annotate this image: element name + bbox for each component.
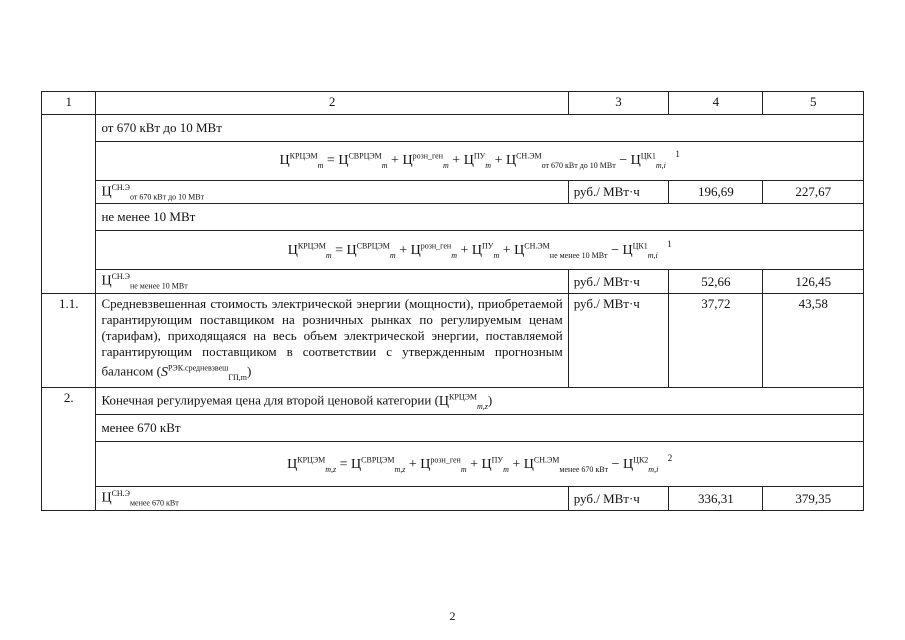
item-description: Средневзвешенная стоимость электрической энергии (мощности), приобретаемой гарантирующим поставщиком на розничных рынках по регулируемым ценам (тарифам), приходящаяся на весь объем электрической энергии, поставляемой гарантирующим поставщиком в соответствии с утвержденным прогнозным балансом $(S^{РЭК.средневзвеш}_{ГП,m})$: [96, 293, 568, 387]
header-col-2: 2: [96, 92, 568, 115]
tariff-symbol: $Ц^{СН.Э}_{не менее 10 МВт}$: [96, 270, 568, 293]
value-col-5: 126,45: [763, 270, 864, 293]
unit-cell: руб./ МВт·ч: [568, 293, 669, 387]
value-col-4: 52,66: [669, 270, 763, 293]
formula-footnote-mark: 1: [667, 238, 672, 249]
table-row: [42, 181, 864, 204]
table-row: [42, 115, 864, 142]
unit-cell: руб./ МВт·ч: [568, 181, 669, 204]
formula-footnote-mark: 1: [675, 149, 680, 160]
header-col-1: 1: [42, 92, 96, 115]
header-row: [42, 92, 864, 115]
table-row: [42, 293, 864, 387]
table-row: [42, 142, 864, 181]
table-row: [42, 442, 864, 487]
header-col-4: 4: [669, 92, 763, 115]
range-label: не менее 10 МВт: [96, 204, 864, 231]
table-row: [42, 270, 864, 293]
value-col-4: 37,72: [669, 293, 763, 387]
item-description: Конечная регулируемая цена для второй ценовой категории $(Ц^{КРЦЭМ}_{m,z})$: [96, 388, 864, 415]
value-col-5: 43,58: [763, 293, 864, 387]
item-number: 2.: [42, 388, 96, 510]
value-col-4: 336,31: [669, 487, 763, 510]
unit-cell: руб./ МВт·ч: [568, 270, 669, 293]
header-col-3: 3: [568, 92, 669, 115]
table-row: [42, 204, 864, 231]
tariff-symbol: $Ц^{СН.Э}_{от 670 кВт до 10 МВт}$: [96, 181, 568, 204]
value-col-5: 379,35: [763, 487, 864, 510]
range-label: менее 670 кВт: [96, 415, 864, 442]
empty-number-cell: [42, 115, 96, 294]
tariff-table: [41, 91, 864, 511]
price-formula: $Ц^{КРЦЭМ}_m = Ц^{СВРЦЭМ}_m + Ц^{розн\_ген}_m + Ц^{ПУ}_m + Ц^{СН.ЭМ}_{не менее 10 МВт} - Ц^{ЦК1}_{m,i}$ $^1$: [96, 231, 864, 270]
value-col-5: 227,67: [763, 181, 864, 204]
table-row: [42, 388, 864, 415]
page-number: 2: [449, 609, 456, 623]
header-col-5: 5: [763, 92, 864, 115]
table-row: [42, 415, 864, 442]
formula-footnote-mark: 2: [667, 452, 673, 463]
item-number: 1.1.: [42, 293, 96, 387]
tariff-symbol: $Ц^{СН.Э}_{менее 670 кВт}$: [96, 487, 568, 510]
table-row: [42, 487, 864, 510]
value-col-4: 196,69: [669, 181, 763, 204]
price-formula: $Ц^{КРЦЭМ}_m = Ц^{СВРЦЭМ}_m + Ц^{розн\_ген}_m + Ц^{ПУ}_m + Ц^{СН.ЭМ}_{от 670 кВт до 10 МВт} - Ц^{ЦК1}_{m,i}$ $^1$: [96, 142, 864, 181]
unit-cell: руб./ МВт·ч: [568, 487, 669, 510]
range-label: от 670 кВт до 10 МВт: [96, 115, 864, 142]
table-row: [42, 231, 864, 270]
price-formula: $Ц^{КРЦЭМ}_{m,z} = Ц^{СВРЦЭМ}_{m,z} + Ц^{розн\_ген}_m + Ц^{ПУ}_m + Ц^{СН.ЭМ}_{менее 670 кВт} - Ц^{ЦК2}_{m,i}$ $^2$: [96, 442, 864, 487]
